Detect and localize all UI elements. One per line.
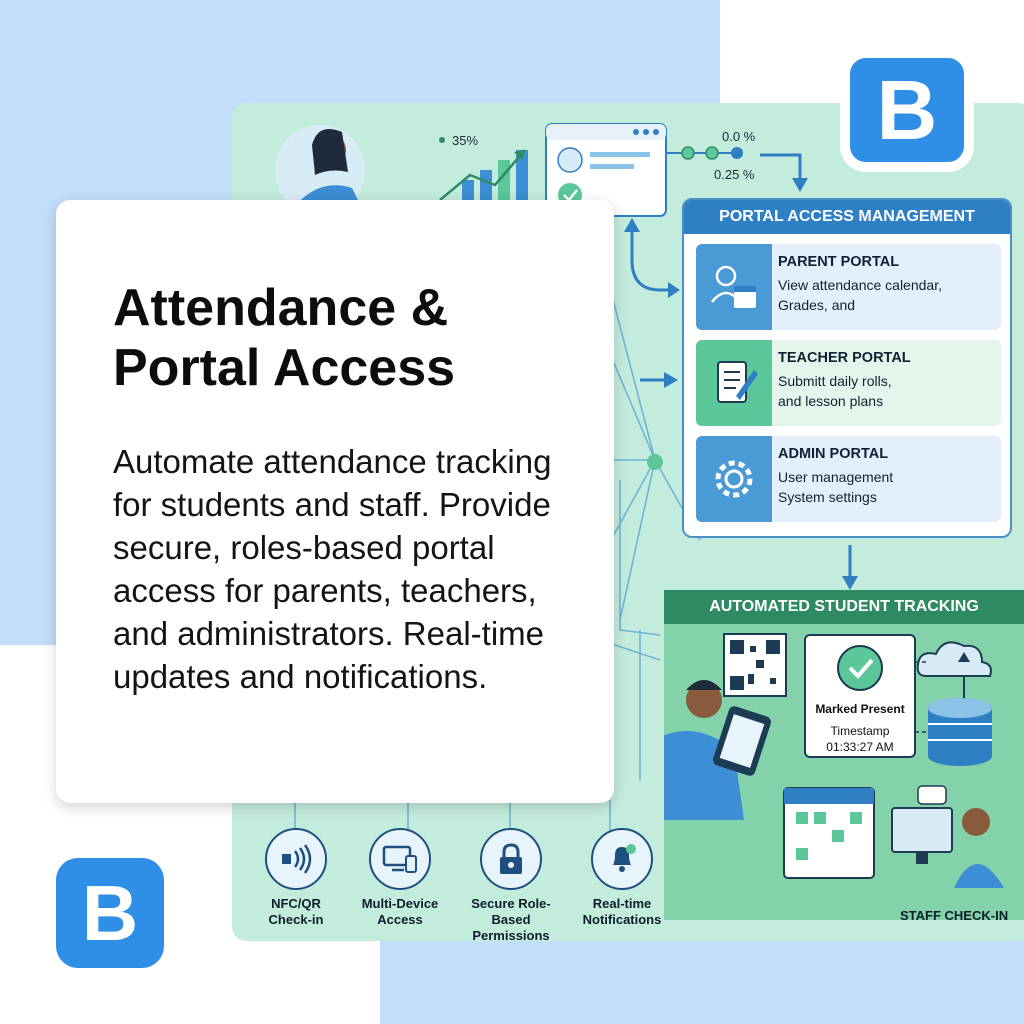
- feature-notifications-label2: Notifications: [582, 912, 662, 927]
- parent-portal-title: PARENT PORTAL: [778, 254, 900, 270]
- feature-multi-device-label1: Multi-Device: [361, 896, 439, 911]
- devices-icon: [369, 828, 431, 890]
- admin-portal-line1: User management: [778, 469, 894, 485]
- stat-label-b: 0.25 %: [714, 167, 755, 182]
- bell-icon: [591, 828, 653, 890]
- parent-portal-line1: View attendance calendar,: [778, 277, 942, 293]
- page-description: Automate attendance tracking for students and staff. Provide secure, roles-based portal access for parents, teachers, and administrators. Real-time updates and notifications.: [113, 443, 552, 695]
- feature-multi-device: [345, 828, 455, 928]
- teacher-clipboard-icon: [696, 340, 772, 426]
- timestamp-value: 01:33:27 AM: [826, 740, 894, 754]
- teacher-portal-line1: Submitt daily rolls,: [778, 373, 892, 389]
- teacher-portal-card[interactable]: [696, 340, 1001, 426]
- check-icon: [806, 636, 914, 696]
- stat-label-a: 0.0 %: [722, 129, 756, 144]
- portal-access-header: PORTAL ACCESS MANAGEMENT: [684, 200, 1010, 234]
- admin-portal-title: ADMIN PORTAL: [778, 446, 889, 462]
- feature-notifications-label1: Real-time: [592, 896, 652, 911]
- admin-portal-line2: System settings: [778, 489, 877, 505]
- timestamp-label: Timestamp: [830, 724, 890, 738]
- lock-icon: [480, 828, 542, 890]
- brand-logo-top: B: [840, 48, 974, 172]
- feature-permissions-label2: Permissions: [472, 928, 550, 943]
- admin-portal-card[interactable]: [696, 436, 1001, 522]
- portal-access-management-panel: [682, 198, 1012, 538]
- feature-multi-device-label2: Access: [377, 912, 423, 927]
- tracking-header: AUTOMATED STUDENT TRACKING: [664, 590, 1024, 624]
- page-title: Attendance & Portal Access: [113, 279, 456, 397]
- chart-stat-label: 35%: [452, 133, 479, 148]
- parent-calendar-icon: [696, 244, 772, 330]
- marked-present-label: Marked Present: [815, 702, 905, 716]
- parent-portal-line2: Grades, and: [778, 297, 856, 313]
- brand-logo-bottom: B: [56, 858, 164, 968]
- teacher-portal-title: TEACHER PORTAL: [778, 350, 911, 366]
- feature-permissions-label1: Secure Role-Based: [471, 896, 551, 927]
- parent-portal-card[interactable]: [696, 244, 1001, 330]
- automated-student-tracking-panel: [664, 590, 1024, 923]
- feature-nfc-label2: Check-in: [268, 912, 324, 927]
- teacher-portal-line2: and lesson plans: [778, 393, 884, 409]
- marked-present-card: [804, 634, 916, 758]
- feature-realtime-notifications: [567, 828, 677, 928]
- feature-secure-permissions: [456, 828, 566, 944]
- feature-nfc-label1: NFC/QR: [271, 896, 321, 911]
- headline-card: [56, 200, 614, 803]
- admin-gear-icon: [696, 436, 772, 522]
- staff-check-in-label: STAFF CHECK-IN: [900, 908, 1009, 923]
- feature-nfc-qr-checkin: [241, 828, 351, 928]
- nfc-icon: [265, 828, 327, 890]
